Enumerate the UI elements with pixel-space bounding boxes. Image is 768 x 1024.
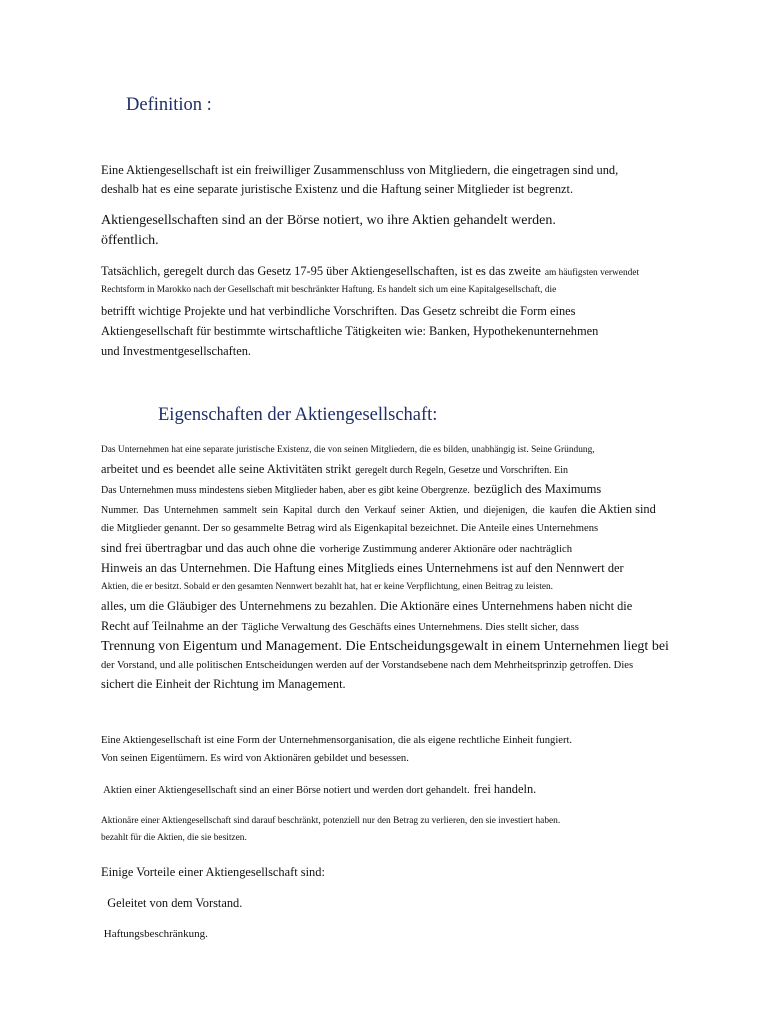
text-line [101, 616, 737, 637]
text-run: Recht auf Teilnahme an der [101, 619, 238, 633]
text-line: betrifft wichtige Projekte und hat verbindliche Vorschriften. Das Gesetz schreibt die Form eines [101, 304, 576, 318]
advantage-item: Geleitet von dem Vorstand. [101, 896, 243, 910]
text-line: Aktiengesellschaft für bestimmte wirtschaftliche Tätigkeiten wie: Banken, Hypothekenunternehmen [101, 324, 599, 338]
text-line: sichert die Einheit der Richtung im Management. [101, 677, 346, 691]
text-line: Von seinen Eigentümern. Es wird von Aktionären gebildet und besessen. [101, 753, 409, 764]
text-line [101, 538, 737, 559]
text-line: und Investmentgesellschaften. [101, 344, 252, 358]
text-line [101, 262, 741, 282]
summary-paragraph-2 [101, 780, 741, 800]
text-line: Das Unternehmen hat eine separate juristische Existenz, die von seinen Mitgliedern, die es bilden, unabhängig ist. Seine Gründung, [101, 445, 595, 455]
text-run: bezüglich des Maximums [473, 482, 602, 496]
text-line: Hinweis an das Unternehmen. Die Haftung eines Mitglieds eines Unternehmens ist auf den Nennwert der [101, 561, 624, 575]
advantages-intro: Einige Vorteile einer Aktiengesellschaft sind: [101, 865, 325, 879]
text-run: sind frei übertragbar und das auch ohne die [101, 541, 316, 555]
text-line: Aktien, die er besitzt. Sobald er den gesamten Nennwert bezahlt hat, hat er keine Verpflichtung, einen Beitrag zu leisten. [101, 582, 554, 592]
text-run: Tägliche Verwaltung des Geschäfts eines Unternehmens. Dies stellt sicher, dass [241, 622, 579, 633]
advantage-item: Haftungsbeschränkung. [101, 928, 208, 940]
text-line [101, 499, 737, 519]
text-line: alles, um die Gläubiger des Unternehmens zu bezahlen. Die Aktionäre eines Unternehmens haben nicht die [101, 599, 633, 613]
text-line: Aktiengesellschaften sind an der Börse notiert, wo ihre Aktien gehandelt werden. [101, 213, 556, 228]
text-run: Aktien einer Aktiengesellschaft sind an einer Börse notiert und werden dort gehandelt. [101, 785, 470, 796]
properties-paragraph [101, 442, 737, 694]
text-line [101, 780, 741, 800]
text-run: Nummer. Das Unternehmen sammelt sein Kapital durch den Verkauf seiner Aktien, und diejenigen, die kaufen [101, 505, 577, 516]
text-line [101, 479, 737, 499]
text-line: Eine Aktiengesellschaft ist ein freiwilliger Zusammenschluss von Mitgliedern, die eingetragen sind und, [101, 163, 619, 177]
text-run: Das Unternehmen muss mindestens sieben Mitglieder haben, aber es gibt keine Obergrenze. [101, 485, 470, 496]
text-line: die Mitglieder genannt. Der so gesammelte Betrag wird als Eigenkapital bezeichnet. Die Anteile eines Unternehmens [101, 523, 599, 534]
text-run: am häufigsten verwendet [544, 268, 640, 278]
text-run: arbeitet und es beendet alle seine Aktivitäten strikt [101, 462, 352, 476]
heading-properties: Eigenschaften der Aktiengesellschaft: [158, 405, 438, 425]
text-line: bezahlt für die Aktien, die sie besitzen. [101, 833, 247, 843]
definition-paragraph-1 [101, 161, 741, 199]
text-line: Rechtsform in Marokko nach der Gesellschaft mit beschränkter Haftung. Es handelt sich um eine Kapitalgesellschaft, die [101, 285, 557, 295]
text-line: deshalb hat es eine separate juristische Existenz und die Haftung seiner Mitglieder ist begrenzt. [101, 182, 574, 196]
text-run: Tatsächlich, geregelt durch das Gesetz 17-95 über Aktiengesellschaften, ist es das zweite [101, 264, 541, 278]
text-run: die Aktien sind [580, 502, 656, 516]
text-run: geregelt durch Regeln, Gesetze und Vorschriften. Ein [355, 465, 569, 476]
definition-paragraph-3 [101, 262, 741, 361]
heading-definition: Definition : [126, 95, 212, 115]
text-run: vorherige Zustimmung anderer Aktionäre oder nachträglich [319, 544, 573, 555]
summary-paragraph-3 [101, 813, 741, 847]
text-run: frei handeln. [473, 782, 537, 796]
definition-paragraph-2 [101, 211, 741, 251]
text-line: Eine Aktiengesellschaft ist eine Form der Unternehmensorganisation, die als eigene rechtliche Einheit fungiert. [101, 735, 573, 746]
text-line: öffentlich. [101, 233, 159, 248]
text-line: Trennung von Eigentum und Management. Die Entscheidungsgewalt in einem Unternehmen liegt bei [101, 639, 669, 654]
text-line: Aktionäre einer Aktiengesellschaft sind darauf beschränkt, potenziell nur den Betrag zu verlieren, den sie investiert haben. [101, 816, 561, 826]
summary-paragraph-1 [101, 732, 741, 768]
text-line: der Vorstand, und alle politischen Entscheidungen werden auf der Vorstandsebene nach dem Mehrheitsprinzip getroffen. Dies [101, 660, 634, 671]
text-line [101, 459, 737, 479]
